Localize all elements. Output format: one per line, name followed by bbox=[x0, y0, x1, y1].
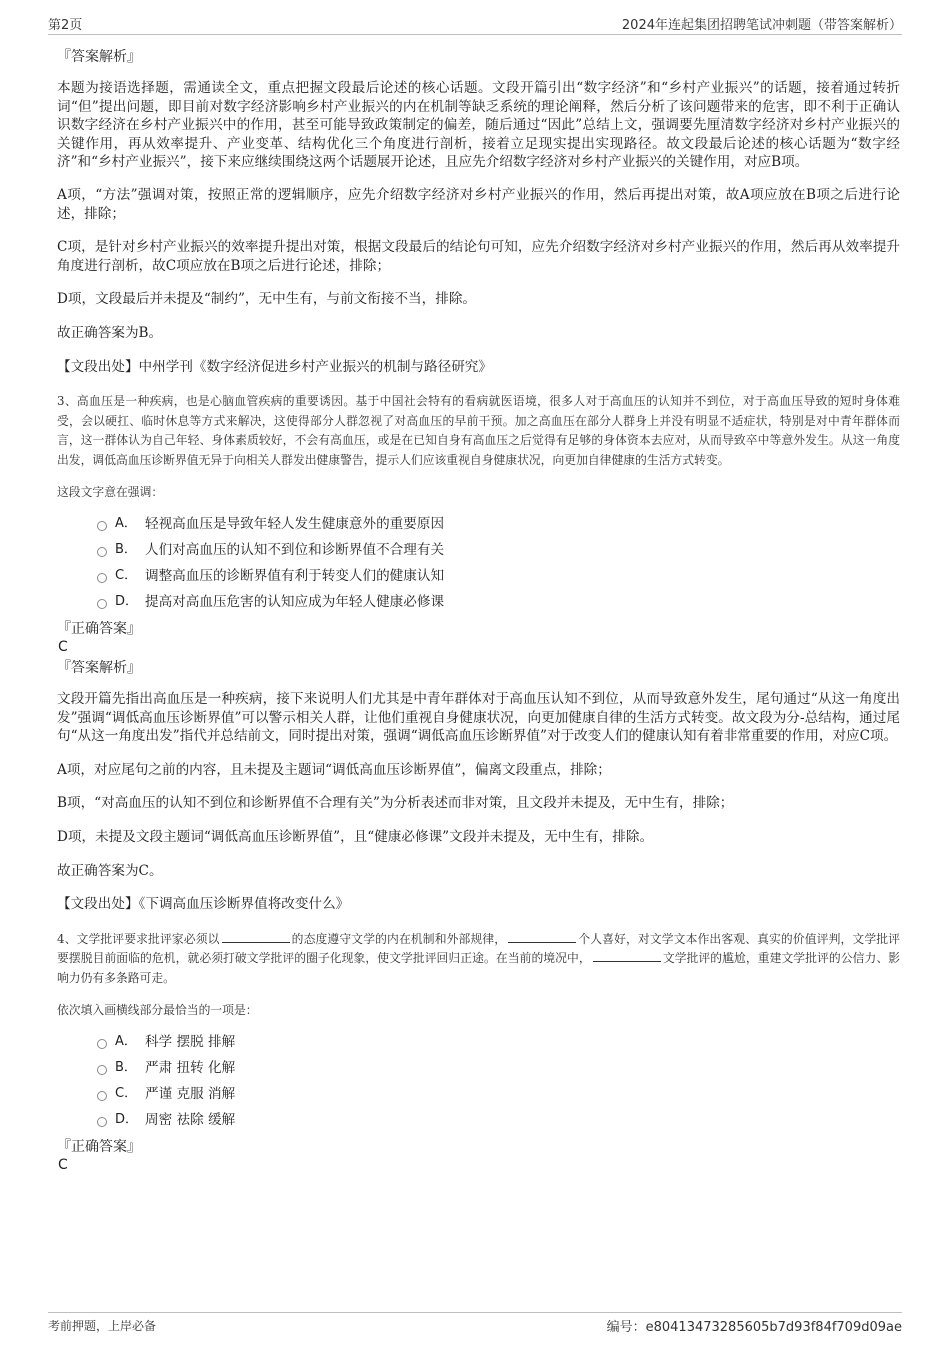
radio-icon[interactable] bbox=[97, 1091, 107, 1101]
q3-correct-answer: C bbox=[58, 639, 68, 656]
radio-icon[interactable] bbox=[97, 1117, 107, 1127]
q3-option-d[interactable]: D． 提高对高血压危害的认知应成为年轻人健康必修课 bbox=[57, 592, 900, 618]
q4-option-a[interactable]: A． 科学 摆脱 排解 bbox=[57, 1032, 900, 1058]
q3-option-a-note: A项，对应尾句之前的内容，且未提及主题词“调低高血压诊断界值”，偏离文段重点，排除； bbox=[57, 761, 611, 778]
q4-option-c[interactable]: C． 严谨 克服 消解 bbox=[57, 1084, 900, 1110]
q3-analysis: 文段开篇先指出高血压是一种疾病，接下来说明人们尤其是中青年群体对于高血压认知不到位，从而导致意外发生，尾句通过“从这一角度出发”强调“调低高血压诊断界值”可以警示相关人群，让他们重视自身健康状况，向更加健康自律的生活方式转变。故文段为分-总结构，通过尾句“从这一角度出发”指代并总结前文，同时提出对策，强调“调低高血压诊断界值”对于改变人们的健康认知有着非常重要的作用，对应C项。 bbox=[57, 691, 900, 745]
q3-prompt: 这段文字意在强调： bbox=[57, 484, 164, 499]
page-content bbox=[57, 44, 900, 1174]
q3-option-b[interactable]: B． 人们对高血压的认知不到位和诊断界值不合理有关 bbox=[57, 540, 900, 566]
radio-icon[interactable] bbox=[97, 573, 107, 583]
page-footer bbox=[48, 1312, 902, 1335]
q2-option-a-note: A项，“方法”强调对策，按照正常的逻辑顺序，应先介绍数字经济对乡村产业振兴的作用，然后再提出对策，故A项应放在B项之后进行论述，排除； bbox=[57, 186, 900, 222]
q4-correct-label: 『正确答案』 bbox=[57, 1139, 141, 1156]
q3-stem: 3、高血压是一种疾病，也是心脑血管疾病的重要诱因。基于中国社会特有的看病就医语境，很多人对于高血压的认知并不到位，对于高血压导致的短时身体难受，会以硬扛、临时休息等方式来解决，这使得部分人群忽视了对高血压的早前干预。加之高血压在部分人群身上并没有明显不适症状，特别是对中青年群体而言，这一群体认为自己年轻、身体素质较好，不会有高血压，或是在已知自身有高血压之后觉得有足够的身体资本去应对，从而导致卒中等意外发生。从这一角度出发，调低高血压诊断界值无异于向相关人群发出健康警告，提示人们应该重视自身健康状况，向更加自律健康的生活方式转变。 bbox=[57, 394, 900, 467]
q4-correct-answer: C bbox=[58, 1157, 68, 1174]
q4-prompt: 依次填入画横线部分最恰当的一项是： bbox=[57, 1002, 258, 1017]
q3-option-b-note: B项，“对高血压的认知不到位和诊断界值不合理有关”为分析表述而非对策，且文段并未提及，无中生有，排除； bbox=[57, 795, 734, 812]
q3-analysis-label: 『答案解析』 bbox=[57, 660, 141, 677]
blank-line bbox=[508, 930, 576, 943]
q2-analysis: 本题为接语选择题，需通读全文，重点把握文段最后论述的核心话题。文段开篇引出“数字经济”和“乡村产业振兴”的话题，接着通过转折词“但”提出问题，即目前对数字经济影响乡村产业振兴的内在机制等缺乏系统的理论阐释，然后分析了该问题带来的危害，即不利于正确认识数字经济在乡村产业振兴中的作用，甚至可能导致政策制定的偏差，随后通过“因此”总结上文，强调要先厘清数字经济对乡村产业振兴的关键作用，再从效率提升、产业变革、结构优化三个角度进行剖析，接着立足现实提出实现路径。故文段最后论述的核心话题为“数字经济”和“乡村产业振兴”，接下来应继续围绕这两个话题展开论述，且应先介绍数字经济对乡村产业振兴的关键作用，对应B项。 bbox=[57, 80, 900, 171]
q3-options bbox=[57, 514, 900, 618]
blank-line bbox=[222, 930, 290, 943]
radio-icon[interactable] bbox=[97, 547, 107, 557]
q4-stem: 4、文学批评要求批评家必须以 的态度遵守文学的内在机制和外部规律， 个人喜好，对文学文本作出客观、真实的价值评判，文学批评要摆脱目前面临的危机，就必须打破文学批评的圈子化现象，使文学批评回归正途。在当前的境况中， 文学批评的尴尬，重建文学批评的公信力、影响力仍有多条路可走。 bbox=[57, 931, 900, 986]
q2-conclusion: 故正确答案为B。 bbox=[57, 324, 163, 341]
q4-option-d[interactable]: D． 周密 祛除 缓解 bbox=[57, 1110, 900, 1136]
q2-source: 【文段出处】中州学刊《数字经济促进乡村产业振兴的机制与路径研究》 bbox=[57, 358, 492, 375]
q3-source: 【文段出处】《下调高血压诊断界值将改变什么》 bbox=[57, 896, 350, 913]
document-code: 编号：e80413473285605b7d93f84f709d09ae bbox=[606, 1320, 902, 1335]
radio-icon[interactable] bbox=[97, 599, 107, 609]
q4-option-b[interactable]: B． 严肃 扭转 化解 bbox=[57, 1058, 900, 1084]
document-title: 2024年连起集团招聘笔试冲刺题（带答案解析） bbox=[621, 18, 902, 33]
q3-option-a[interactable]: A． 轻视高血压是导致年轻人发生健康意外的重要原因 bbox=[57, 514, 900, 540]
q2-option-d-note: D项，文段最后并未提及“制约”，无中生有，与前文衔接不当，排除。 bbox=[57, 291, 477, 308]
blank-line bbox=[593, 949, 661, 962]
q3-conclusion: 故正确答案为C。 bbox=[57, 862, 163, 879]
radio-icon[interactable] bbox=[97, 1039, 107, 1049]
q2-analysis-label: 『答案解析』 bbox=[57, 49, 141, 65]
q3-option-d-note: D项，未提及文段主题词“调低高血压诊断界值”，且“健康必修课”文段并未提及，无中生有，排除。 bbox=[57, 829, 654, 846]
footer-slogan: 考前押题，上岸必备 bbox=[48, 1319, 157, 1333]
q2-option-c-note: C项，是针对乡村产业振兴的效率提升提出对策，根据文段最后的结论句可知，应先介绍数字经济对乡村产业振兴的作用，然后再从效率提升角度进行剖析，故C项应放在B项之后进行论述，排除； bbox=[57, 239, 900, 274]
q3-option-c[interactable]: C． 调整高血压的诊断界值有利于转变人们的健康认知 bbox=[57, 566, 900, 592]
page-header bbox=[48, 12, 902, 35]
q3-correct-label: 『正确答案』 bbox=[57, 621, 141, 638]
page-number: 第2页 bbox=[48, 18, 83, 33]
q4-options bbox=[57, 1032, 900, 1136]
radio-icon[interactable] bbox=[97, 1065, 107, 1075]
radio-icon[interactable] bbox=[97, 521, 107, 531]
